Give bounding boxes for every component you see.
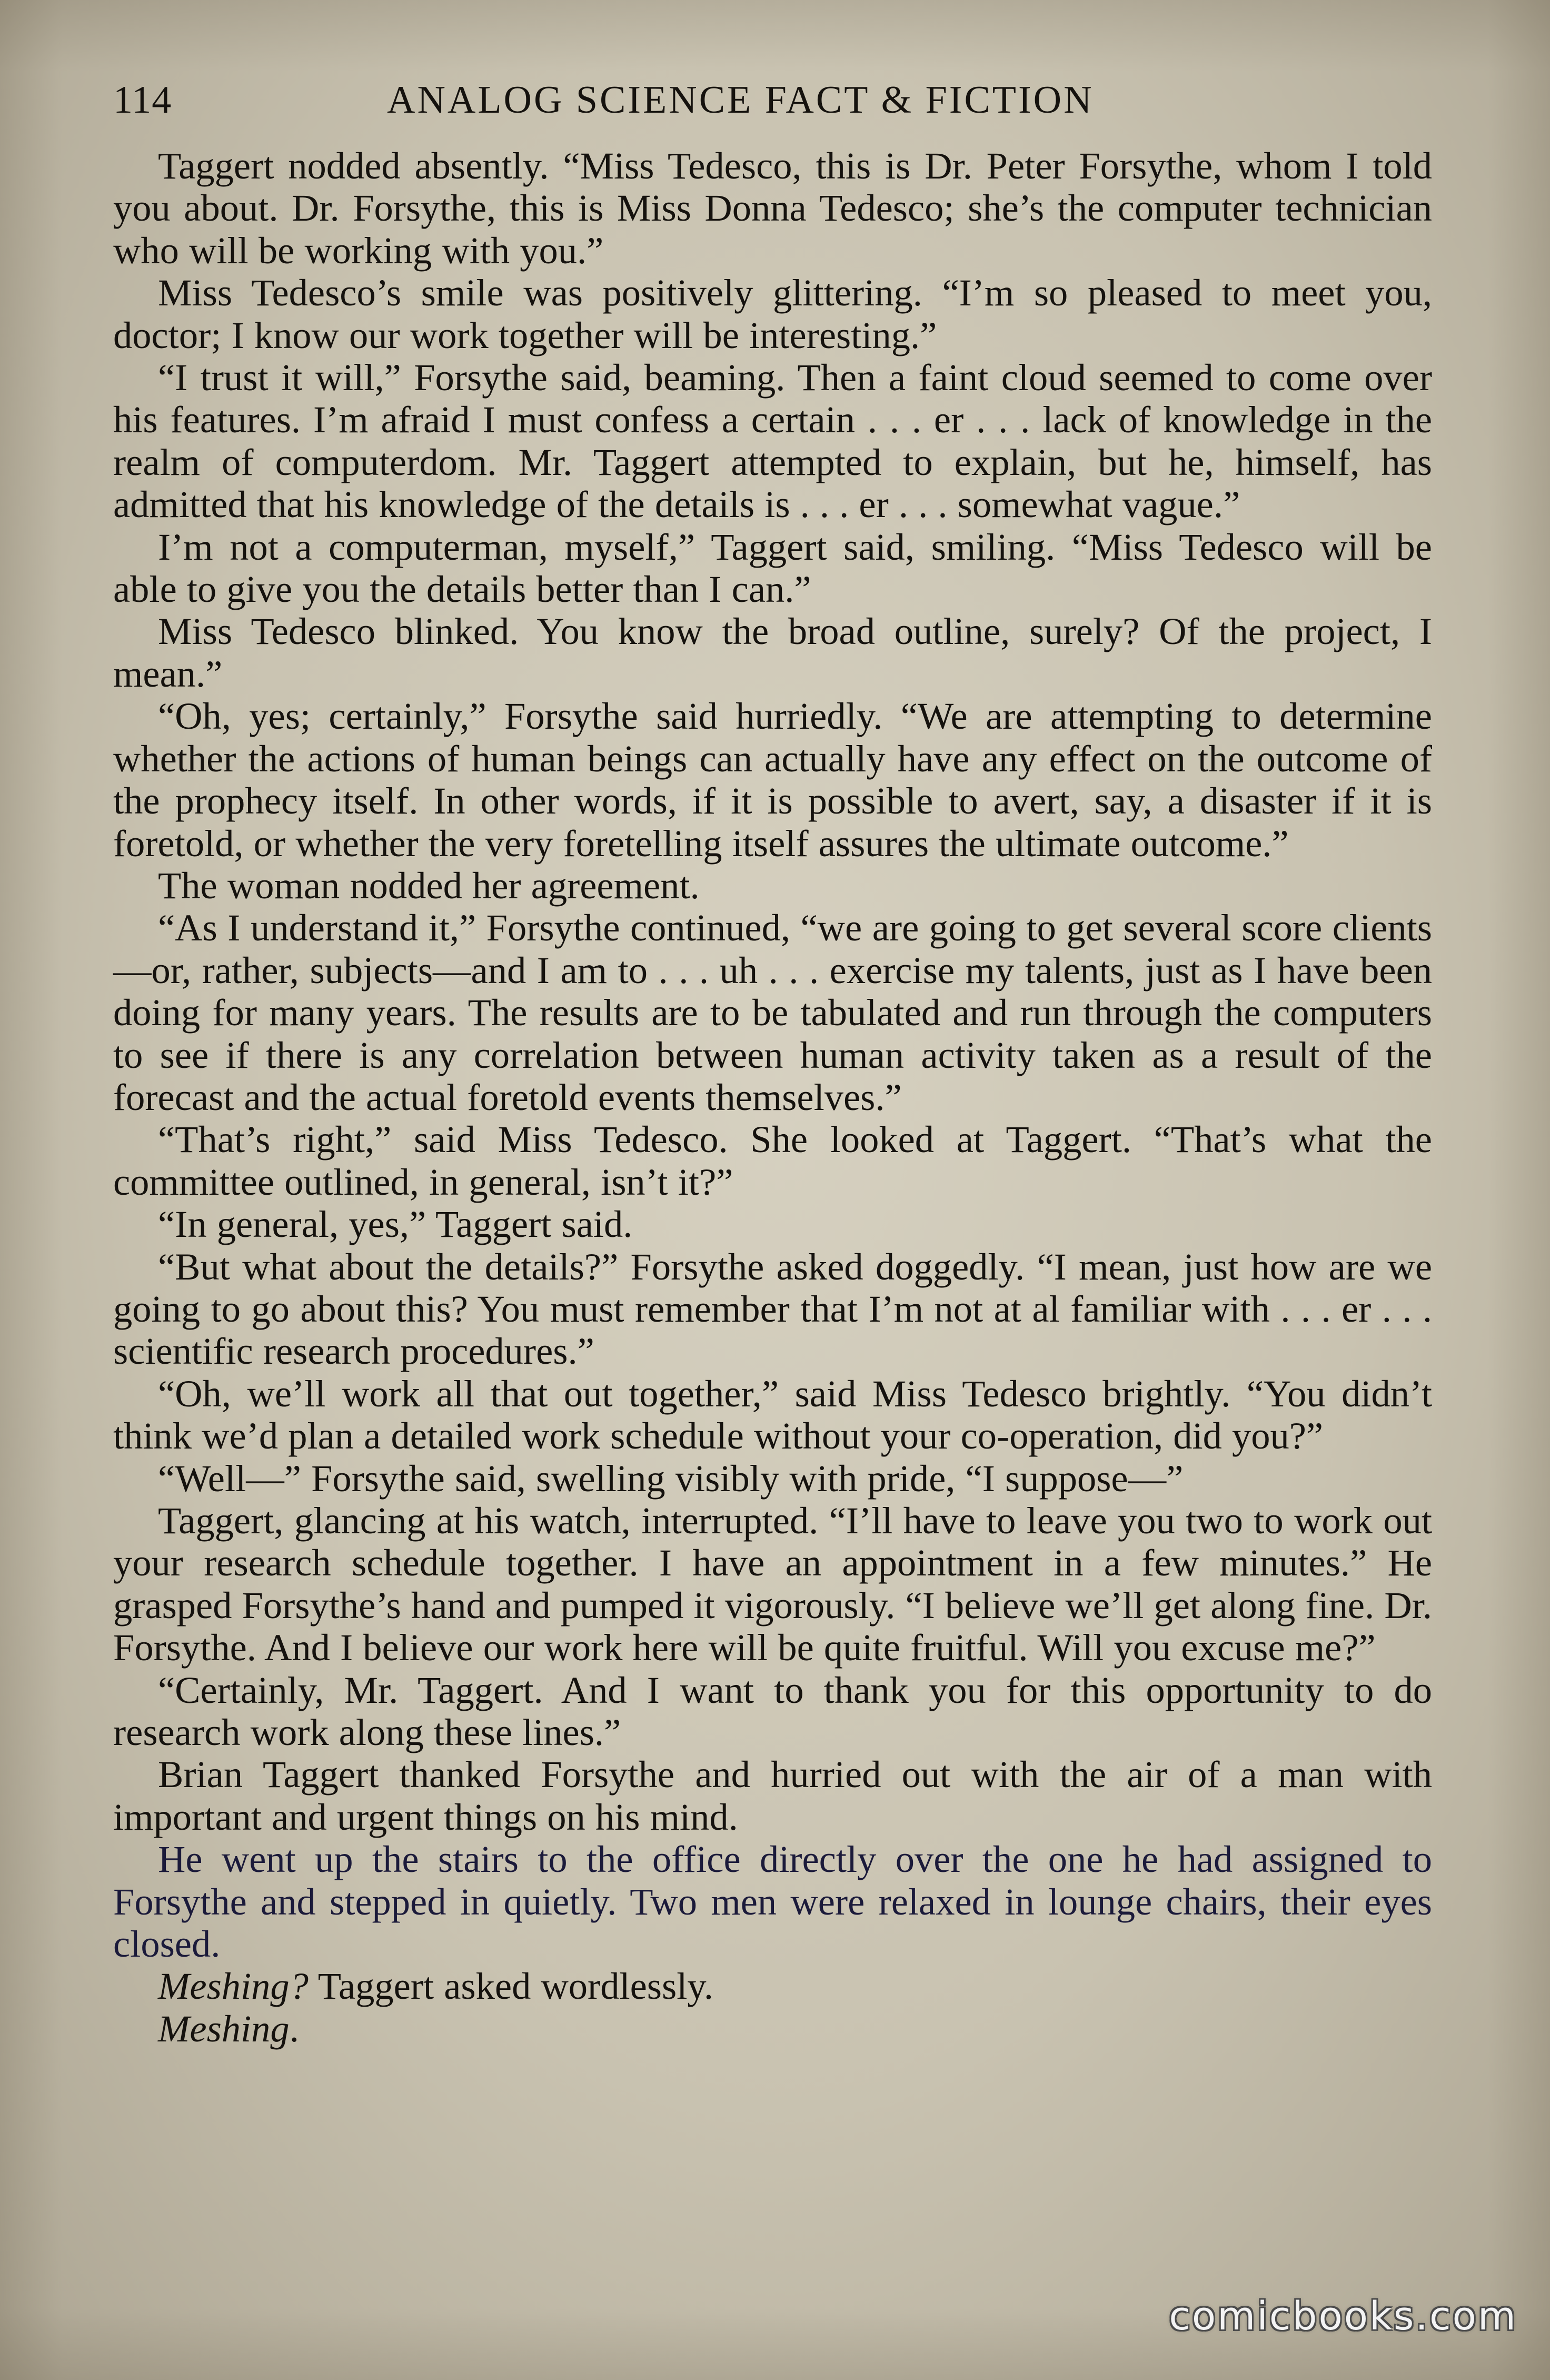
meshing-question-italic: Meshing? (158, 1965, 309, 2008)
paragraph-16: Brian Taggert thanked Forsythe and hurried out with the air of a man with important and urgent things on his mind. (113, 1753, 1432, 1838)
paragraph-9: “That’s right,” said Miss Tedesco. She looked at Taggert. “That’s what the committee outlined, in general, isn’t it?” (113, 1118, 1432, 1203)
paragraph-10: “In general, yes,” Taggert said. (158, 1203, 633, 1246)
paragraph-5: Miss Tedesco blinked. You know the broad outline, surely? Of the project, I mean.” (113, 610, 1432, 695)
meshing-answer-rest: . (289, 2007, 299, 2050)
running-head (113, 71, 1440, 129)
paragraph-2: Miss Tedesco’s smile was positively glittering. “I’m so pleased to meet you, doctor; I know our work together will be interesting.” (113, 271, 1432, 356)
paragraph-6: “Oh, yes; certainly,” Forsythe said hurriedly. “We are attempting to determine whether the actions of human beings can actually have any effect on the outcome of the prophecy itself. In other words, if it is possible to avert, say, a disaster if it is foretold, or whether the very foretelling itself assures the ultimate outcome.” (113, 695, 1432, 865)
paragraph-1: Taggert nodded absently. “Miss Tedesco, this is Dr. Peter Forsythe, whom I told you about. Dr. Forsythe, this is Miss Donna Tedesco; she’s the computer technician who will be working with you.” (113, 144, 1432, 272)
paragraph-meshing-question (113, 1965, 1432, 2007)
paragraph-12: “Oh, we’ll work all that out together,” said Miss Tedesco brightly. “You didn’t think we’d plan a detailed work schedule without your co-operation, did you?” (113, 1372, 1432, 1457)
paragraph-15: “Certainly, Mr. Taggert. And I want to thank you for this opportunity to do research work along these lines.” (113, 1668, 1432, 1754)
paragraph-meshing-answer (113, 2008, 1432, 2050)
meshing-answer-italic: Meshing (158, 2007, 290, 2050)
magazine-title: ANALOG SCIENCE FACT & FICTION (387, 78, 1094, 122)
meshing-question-rest: Taggert asked wordlessly. (308, 1965, 714, 2008)
page-number: 114 (113, 78, 172, 122)
paragraph-11: “But what about the details?” Forsythe asked doggedly. “I mean, just how are we going to go about this? You must remember that I’m not at al familiar with . . . er . . . scientific research procedures.” (113, 1245, 1432, 1373)
paragraph-13: “Well—” Forsythe said, swelling visibly with pride, “I suppose—” (158, 1456, 1184, 1500)
watermark: comicbooks.com (1169, 2294, 1517, 2339)
story-body (113, 145, 1432, 2050)
paragraph-14: Taggert, glancing at his watch, interrupted. “I’ll have to leave you two to work out your research schedule together. I have an appointment in a few minutes.” He grasped Forsythe’s hand and pumped it vigorously. “I believe we’ll get along fine. Dr. Forsythe. And I believe our work here will be quite fruitful. Will you excuse me?” (113, 1499, 1432, 1669)
paragraph-8: “As I understand it,” Forsythe continued, “we are going to get several score clients—or, rather, subjects—and I am to . . . uh . . . exercise my talents, just as I have been doing for many years. The results are to be tabulated and run through the computers to see if there is any correlation between human activity taken as a result of the forecast and the actual foretold events themselves.” (113, 906, 1432, 1118)
paragraph-3: “I trust it will,” Forsythe said, beaming. Then a faint cloud seemed to come over his features. I’m afraid I must confess a certain . . . er . . . lack of knowledge in the realm of computerdom. Mr. Taggert attempted to explain, but he, himself, has admitted that his knowledge of the details is . . . er . . . somewhat vague.” (113, 356, 1432, 526)
paragraph-17: He went up the stairs to the office directly over the one he had assigned to Forsythe and stepped in quietly. Two men were relaxed in lounge chairs, their eyes closed. (113, 1838, 1432, 1966)
paragraph-4: I’m not a computerman, myself,” Taggert said, smiling. “Miss Tedesco will be able to give you the details better than I can.” (113, 525, 1432, 611)
paragraph-7: The woman nodded her agreement. (158, 864, 700, 907)
